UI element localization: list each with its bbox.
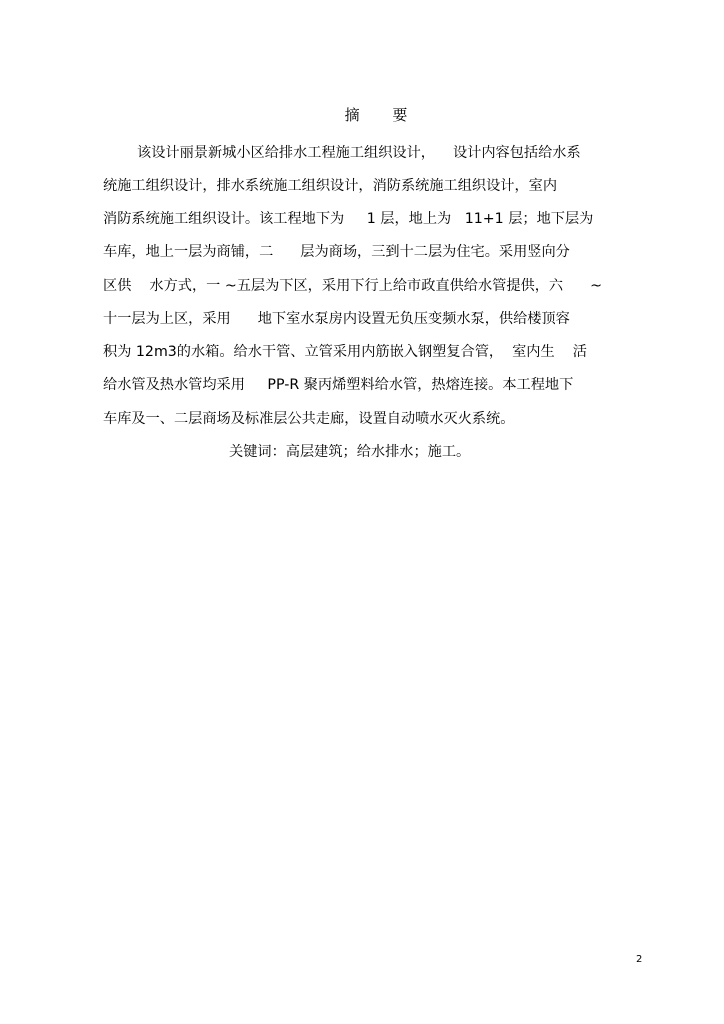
abstract-line: 给水管及热水管均采用 PP-R 聚丙烯塑料给水管，热熔连接。本工程地下 bbox=[103, 377, 574, 393]
abstract-line: 该设计丽景新城小区给排水工程施工组织设计， 设计内容包括给水系 bbox=[137, 145, 581, 161]
abstract-title: 摘 要 bbox=[344, 106, 422, 124]
abstract-line: 十一层为上区，采用 地下室水泵房内设置无负压变频水泵，供给楼顶容 bbox=[103, 311, 570, 327]
abstract-line: 车库，地上一层为商铺，二 层为商场，三到十二层为住宅。采用竖向分 bbox=[103, 244, 570, 260]
abstract-line: 消防系统施工组织设计。该工程地下为 1 层，地上为 11+1 层；地下层为 bbox=[103, 211, 594, 227]
keywords-line: 关键词：高层建筑；给水排水；施工。 bbox=[229, 444, 471, 460]
abstract-line: 区供 水方式，一 ~五层为下区，采用下行上给市政直供给水管提供，六 ~ bbox=[103, 278, 603, 294]
page-number: 2 bbox=[636, 954, 643, 965]
abstract-line: 统施工组织设计，排水系统施工组织设计，消防系统施工组织设计，室内 bbox=[103, 178, 558, 194]
abstract-line: 车库及一、二层商场及标准层公共走廊，设置自动喷水灭火系统。 bbox=[103, 411, 515, 427]
abstract-line: 积为 12m3的水箱。给水干管、立管采用内筋嵌入钢塑复合管， 室内生 活 bbox=[103, 344, 587, 360]
